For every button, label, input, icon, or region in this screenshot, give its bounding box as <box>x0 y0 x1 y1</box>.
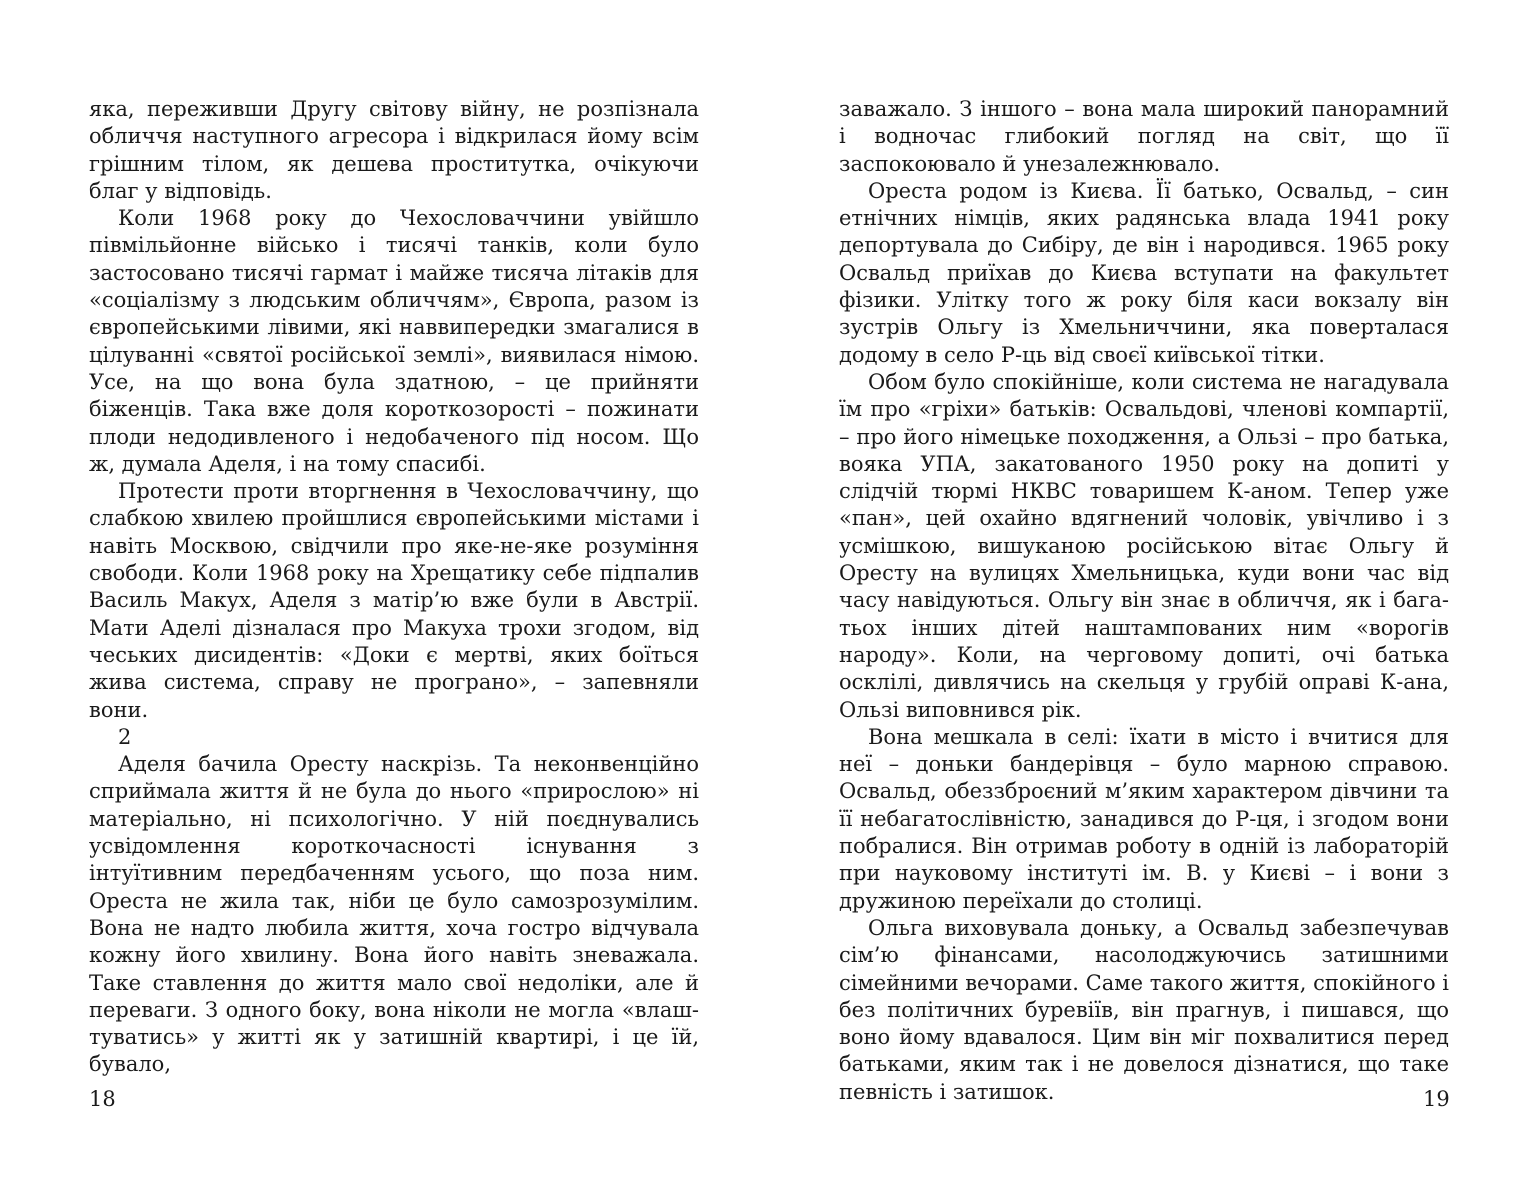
paragraph: Аделя бачила Оресту наскрізь. Та неконвенційно сприймала життя й не була до нього «прирослою» ні матеріально, ні психологічно. У ній поєднувались усвідомлення короткочасності існування з інтуїтивним передбаченням усього, що поза ним. Ореста не жила так, ніби це було самозрозумілим. Вона не надто любила життя, хоча гостро відчувала кожну його хвилину. Вона його навіть зневажала. Таке ставлення до життя мало свої недоліки, але й переваги. З одного боку, вона ніколи не могла «влаштуватись» у житті як у затишній квартирі, і це їй, бувало, <box>89 752 699 1077</box>
paragraph: Коли 1968 року до Чехословаччини увійшло півмільйонне військо і тисячі танків, коли було застосовано тисячі гармат і майже тисяча літаків для «соціалізму з людським обличчям», Європа, разом із європейськими лівими, які наввипередки змагалися в цілуванні «святої російської землі», виявилася німою. Усе, на що вона була здатною, – це прийняти біженців. Така вже доля короткозорості – пожинати плоди недодивленого і недобаченого під носом. Що ж, думала Аделя, і на тому спасибі. <box>89 206 699 476</box>
section-number: 2 <box>118 724 132 749</box>
paragraph: Ореста родом із Києва. Її батько, Освальд, – син етнічних німців, яких радянська влада 1941 року депортувала до Сибіру, де він і народився. 1965 року Освальд приїхав до Києва вступати на факультет фізики. Улітку того ж року біля каси вокзалу він зустрів Ольгу із Хмельниччини, яка поверталася додому в село Р-ць від своєї київської тітки. <box>839 178 1449 367</box>
left-page <box>89 96 699 1079</box>
paragraph: Обом було спокійніше, коли система не нагадувала їм про «гріхи» батьків: Освальдові, членові компартії, – про його німецьке походження, а Ользі – про батька, вояка УПА, закатованого 1950 року на допиті у слідчій тюрмі НКВС товаришем К-аном. Тепер уже «пан», цей охайно вдягнений чоловік, увічливо і з усмішкою, вишуканою російською вітає Ольгу й Оресту на вулицях Хмельницька, куди вони час від часу навідуються. Ольгу він знає в обличчя, як і багатьох інших дітей наштампованих ним «ворогів народу». Коли, на черговому допиті, очі батька осклілі, дивлячись на скельця у грубій оправі К-ана, Ользі виповнився рік. <box>839 369 1449 722</box>
page-number-right: 19 <box>1423 1087 1450 1111</box>
paragraph: заважало. З іншого – вона мала широкий панорамний і водночас глибокий погляд на світ, що її заспокоювало й унезалежнювало. <box>839 97 1449 176</box>
paragraph: Вона мешкала в селі: їхати в місто і вчитися для неї – доньки бандерівця – було марною справою. Освальд, обеззброєний м’яким характером дівчини та її небагатослівністю, занадився до Р-ця, і згодом вони побралися. Він отримав роботу в одній із лабораторій при науковому інституті ім. В. у Києві – і вони з дружиною переїхали до столиці. <box>839 724 1449 913</box>
page-number-left: 18 <box>89 1087 116 1111</box>
paragraph: Протести проти вторгнення в Чехословаччину, що слабкою хвилею пройшлися європейськими містами і навіть Москвою, свідчили про яке-не-яке розуміння свободи. Коли 1968 року на Хрещатику себе підпалив Василь Макух, Аделя з матір’ю вже були в Австрії. Мати Аделі дізналася про Макуха трохи згодом, від чеських дисидентів: «Доки є мертві, яких боїться жива система, справу не програно», – запевняли вони. <box>89 479 699 722</box>
paragraph: Ольга виховувала доньку, а Освальд забезпечував сім’ю фінансами, насолоджуючись затишними сімейними вечорами. Саме такого життя, спокійного і без політичних буревіїв, він прагнув, і пишався, що воно йому вдавалося. Цим він міг похвалитися перед батьками, яким так і не довелося дізнатися, що таке певність і затишок. <box>839 915 1449 1104</box>
right-page <box>839 96 1449 1106</box>
paragraph: яка, переживши Другу світову війну, не розпізнала обличчя наступного агресора і відкрилася йому всім грішним тілом, як дешева проститутка, очікуючи благ у відповідь. <box>89 97 699 203</box>
